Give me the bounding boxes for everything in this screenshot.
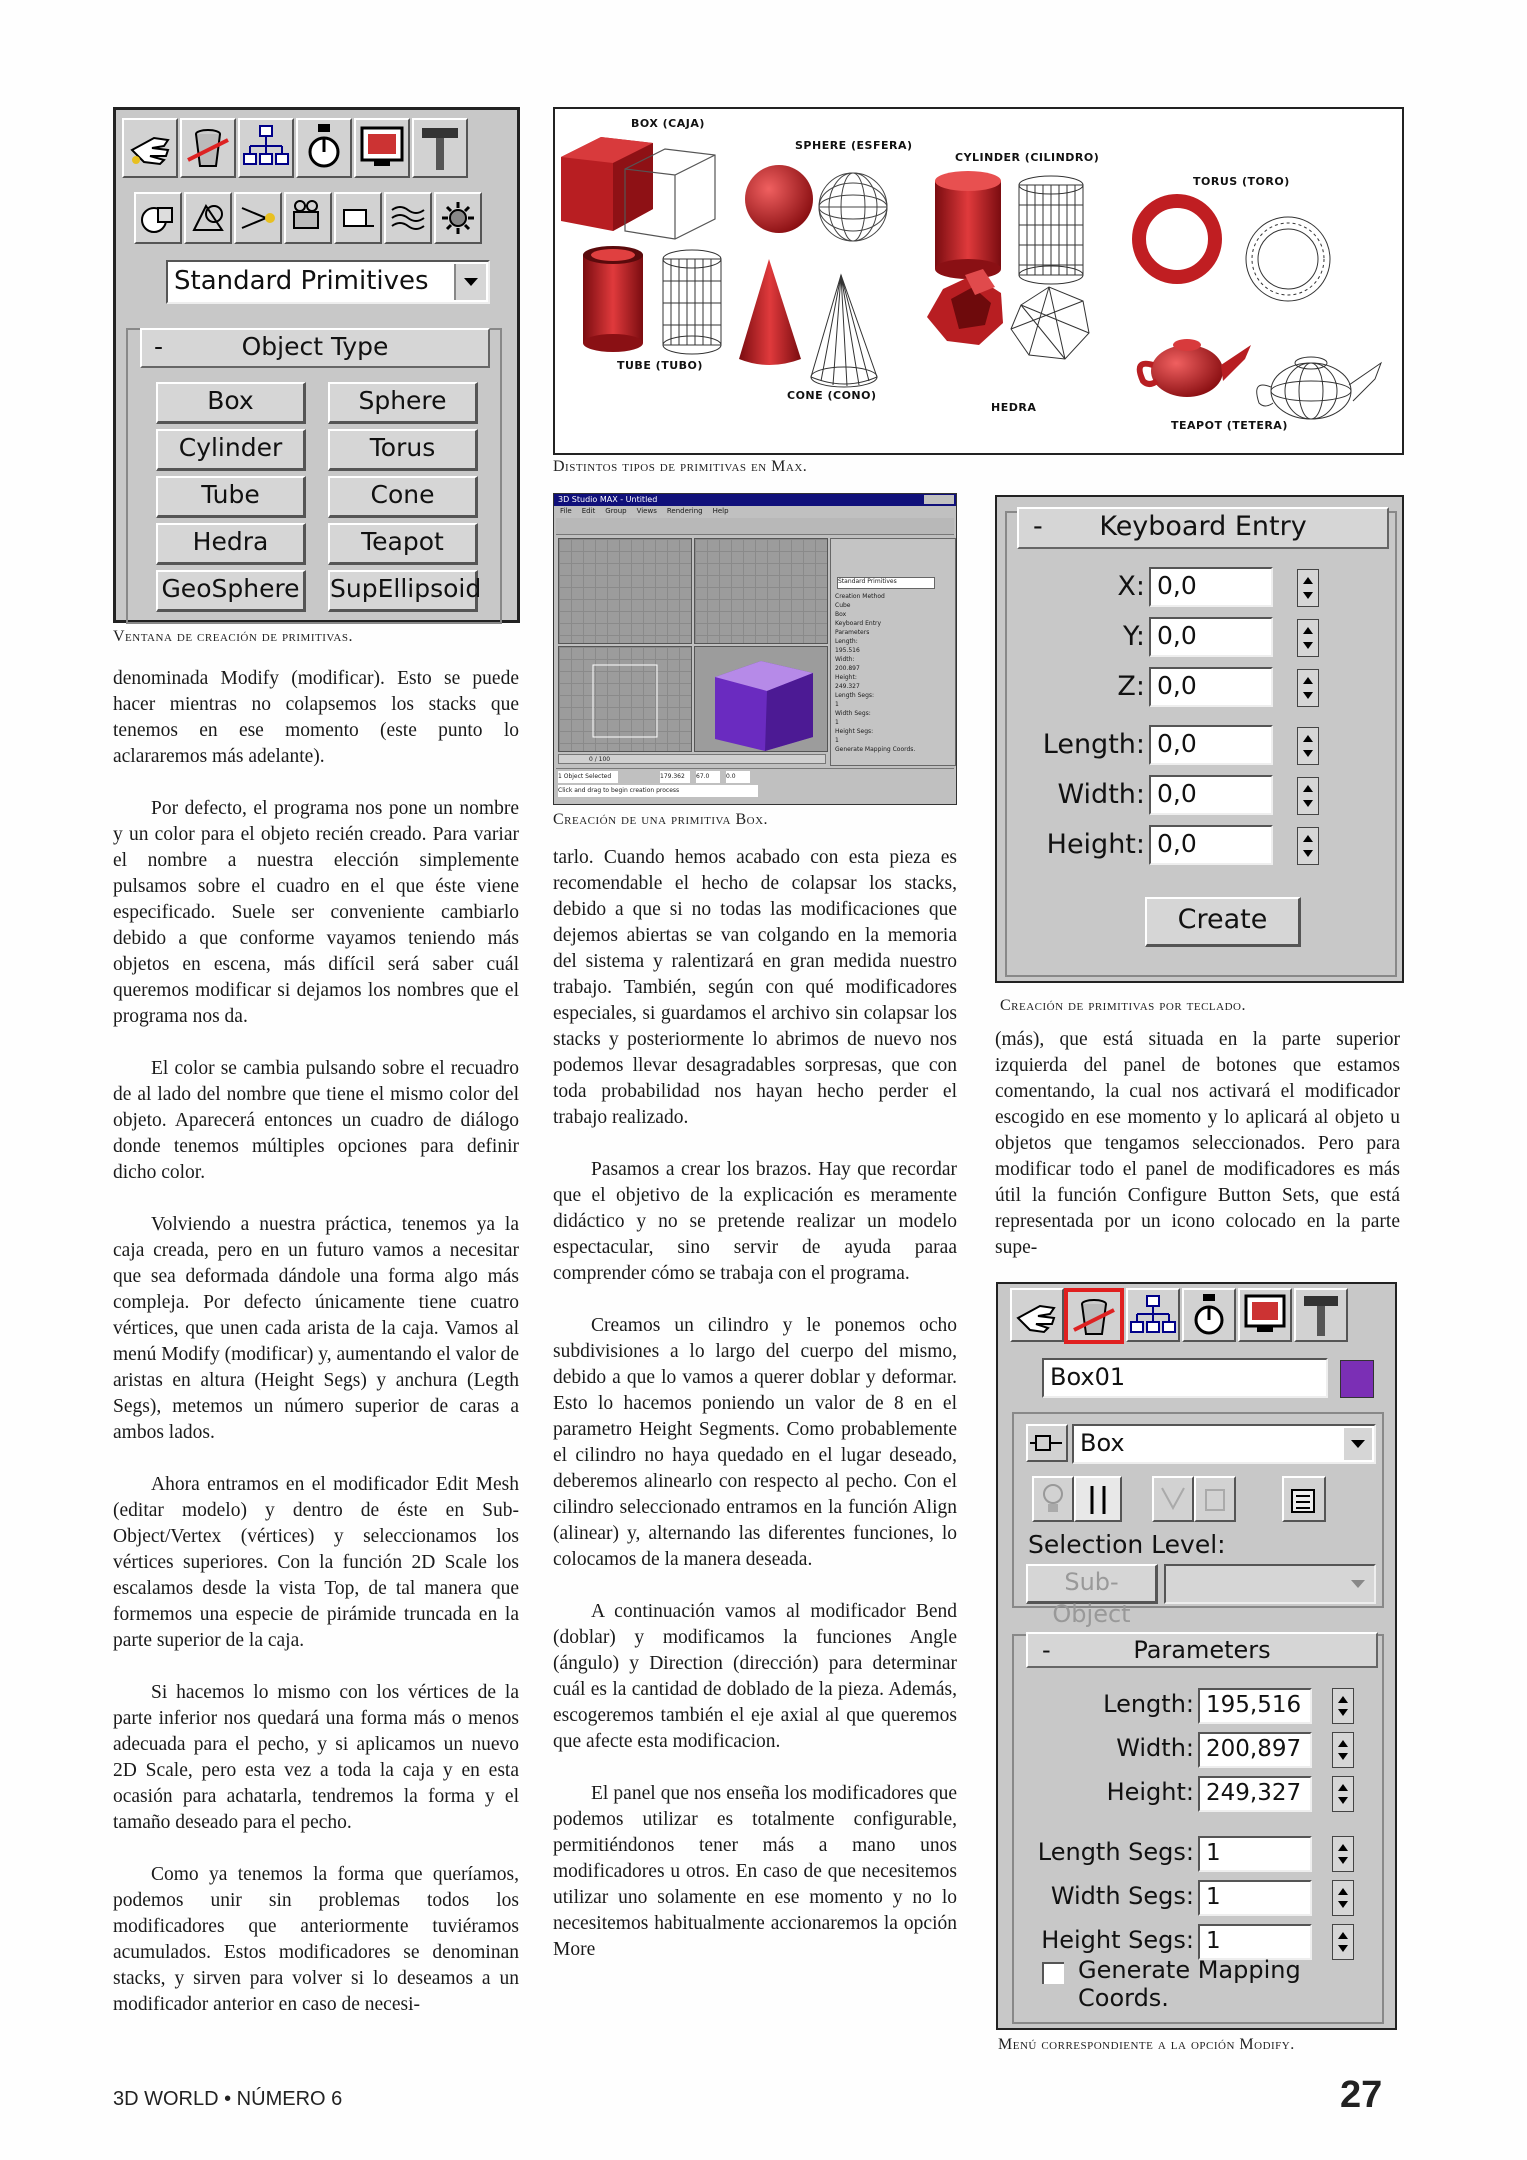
show-end-result-button[interactable] [1074, 1476, 1122, 1522]
viewport-top[interactable] [558, 538, 692, 644]
max-panel-row: Cube [835, 602, 851, 609]
time-slider[interactable] [558, 754, 826, 764]
max-menu-group[interactable]: Group [605, 507, 627, 515]
primitive-button-hedra[interactable] [156, 523, 306, 565]
tube-wire-icon [663, 250, 721, 354]
param-spinner-1[interactable] [1332, 1732, 1354, 1768]
hierarchy-icon [240, 120, 292, 176]
article-column-2 [553, 845, 957, 1989]
param-value: 1 [1206, 1928, 1221, 1954]
kb-label-3: Length: [1042, 729, 1145, 760]
hedra-wire-icon [1011, 287, 1089, 359]
kb-spinner-4[interactable] [1297, 777, 1319, 815]
param-input-2[interactable] [1198, 1776, 1312, 1812]
col1-paragraph: Si hacemos lo mismo con los vértices de la parte inferior nos quedará una forma más o menos adecuada para el pecho, y si aplicamos un nuevo 2D Scale, pero esta vez a toda la caja y en esta ocasión para achatarla, tendremos la forma y el tamaño deseado para el pecho. [113, 1682, 519, 1833]
col1-paragraph: El color se cambia pulsando sobre el recuadro de al lado del nombre que tiene el mismo color del objeto. Aparecerá entonces un cuadro de diálogo donde tenemos múltiples opciones para definir dicho color. [113, 1058, 519, 1183]
param-spinner-3[interactable] [1332, 1836, 1354, 1872]
max-title: 3D Studio MAX - Untitled [558, 495, 658, 504]
coord-y: 67.0 [696, 771, 720, 783]
kb-label-4: Width: [1057, 779, 1145, 810]
create-hand-icon [124, 120, 176, 176]
max-panel-row: Height Segs: [835, 728, 874, 735]
kb-label-2: Z: [1117, 671, 1145, 702]
creation-window [113, 107, 520, 623]
kb-value: 0,0 [1157, 621, 1197, 650]
creation-window-caption: Ventana de creación de primitivas. [113, 628, 353, 645]
max-panel-row: Parameters [835, 629, 870, 636]
label-box: BOX (CAJA) [631, 117, 705, 130]
primitive-button-geosphere[interactable] [156, 570, 306, 612]
hammer-icon [1296, 1290, 1346, 1340]
max-panel-row: 1 [835, 701, 839, 708]
parameters-title: Parameters [1133, 1636, 1271, 1664]
max-command-panel [830, 538, 956, 766]
kb-spinner-0[interactable] [1297, 569, 1319, 607]
viewport-perspective[interactable] [694, 646, 828, 752]
param-input-3[interactable] [1198, 1836, 1312, 1872]
lights-button[interactable] [234, 192, 282, 244]
motion-icon [1184, 1290, 1234, 1340]
utility-tab[interactable] [412, 118, 468, 178]
keyboard-entry-rollout[interactable] [1017, 507, 1389, 549]
max-titlebar [554, 494, 956, 506]
cone-solid-icon [739, 259, 801, 365]
modify-utility-tab[interactable] [1294, 1288, 1348, 1342]
make-unique-icon [1154, 1478, 1192, 1520]
edit-stack-icon [1284, 1478, 1324, 1520]
max-menu-rendering[interactable]: Rendering [666, 507, 703, 515]
sphere-wire-icon [819, 173, 887, 241]
max-menu-edit[interactable]: Edit [581, 507, 596, 515]
kb-value: 0,0 [1157, 779, 1197, 808]
lightbulb-icon [1034, 1478, 1072, 1520]
param-spinner-4[interactable] [1332, 1880, 1354, 1916]
selection-level-label: Selection Level: [1028, 1530, 1226, 1559]
max-screenshot [553, 493, 957, 805]
param-input-0[interactable] [1198, 1688, 1312, 1724]
max-menu-file[interactable]: File [560, 507, 572, 515]
frame-counter: 0 / 100 [589, 756, 611, 763]
col1-continuation: denominada Modify (modificar). Esto se puede hacer mientras no colapsemos los stacks que tenemos en ese momento (este punto lo aclararemos más adelante). [113, 668, 519, 767]
pin-icon [1028, 1426, 1066, 1460]
modify-create-tab[interactable] [1010, 1288, 1064, 1342]
col2-paragraph: A continuación vamos al modificador Bend (doblar) y modificamos la funciones Angle (ángulo) y Direction (dirección) para determinar cuál es la cantidad de doblado de la pieza. Además, escogeremos también el eje axial al que queremos que afecte esta modificacion. [553, 1601, 957, 1752]
geometry-button[interactable] [134, 192, 182, 244]
primitives-dropdown[interactable] [166, 260, 490, 304]
max-panel-row: Length: [835, 638, 858, 645]
primitives-figure [553, 107, 1404, 455]
status-bar [556, 768, 954, 803]
cylinder-solid-icon [935, 171, 1001, 279]
primitive-button-teapot[interactable] [328, 523, 478, 565]
mapping-checkbox[interactable] [1042, 1962, 1064, 1984]
primitive-button-label: Box [207, 386, 254, 415]
status-selected: 1 Object Selected [558, 771, 618, 783]
dropdown-arrow-icon [1344, 1568, 1372, 1600]
panel-dropdown[interactable]: Standard Primitives [837, 577, 935, 589]
viewport-left[interactable] [558, 646, 692, 752]
object-name: Box01 [1050, 1363, 1126, 1391]
kb-input-0[interactable] [1149, 567, 1273, 607]
modify-tab[interactable] [180, 118, 236, 178]
param-spinner-5[interactable] [1332, 1924, 1354, 1960]
article-column-3 [995, 1027, 1400, 1287]
status-prompt: Click and drag to begin creation process [558, 785, 758, 797]
max-panel-row: Length Segs: [835, 692, 875, 699]
kb-spinner-2[interactable] [1297, 669, 1319, 707]
camera-icon [286, 194, 330, 242]
end-result-icon [1076, 1478, 1120, 1520]
col1-paragraph: Por defecto, el programa nos pone un nombre y un color para el objeto recién creado. Para variar el nombre a nuestra elección simplemente pulsamos sobre el cuadro en el que éste viene especificado. Suele ser conveniente cambiarlo debido a que conforme vayamos teniendo más objetos en escena, más difícil será saber cuál queremos modificar si dejamos los nombres que el programa nos da. [113, 798, 519, 1027]
max-panel-row: Width Segs: [835, 710, 871, 717]
pin-stack-button[interactable] [1026, 1424, 1068, 1462]
teapot-wire-icon [1257, 357, 1381, 419]
primitive-button-label: SupEllipsoid [330, 574, 482, 603]
cylinder-wire-icon [1019, 176, 1083, 284]
parameters-rollout[interactable] [1026, 1632, 1378, 1668]
motion-tab[interactable] [296, 118, 352, 178]
param-input-1[interactable] [1198, 1732, 1312, 1768]
helpers-icon [336, 194, 380, 242]
max-panel-row: 200.897 [835, 665, 860, 672]
param-spinner-0[interactable] [1332, 1688, 1354, 1724]
remove-modifier-icon [1196, 1478, 1234, 1520]
display-icon [356, 120, 408, 176]
primitive-button-cone[interactable] [328, 476, 478, 518]
col2-paragraph: Pasamos a crear los brazos. Hay que recordar que el objetivo de la explicación es meramente didáctico y no se pretende realizar un modelo espectacular, sino servir de ayuda paraa comprender cómo se trabaja con el programa. [553, 1159, 957, 1284]
rollout-minus: - [154, 332, 164, 361]
label-hedra: HEDRA [991, 401, 1037, 414]
label-sphere: SPHERE (ESFERA) [795, 139, 913, 152]
dropdown-arrow-icon [1344, 1428, 1372, 1460]
param-spinner-2[interactable] [1332, 1776, 1354, 1812]
magazine-footer: 3D WORLD • NÚMERO 6 [113, 2088, 343, 2110]
modify-display-tab[interactable] [1238, 1288, 1292, 1342]
max-panel-row: Width: [835, 656, 855, 663]
shapes-icon [186, 194, 230, 242]
spacewarp-icon [386, 194, 430, 242]
sub-object-label: Sub-Object [1052, 1568, 1131, 1628]
max-panel-row: Creation Method [835, 593, 885, 600]
primitive-button-label: Hedra [192, 527, 269, 556]
keyboard-entry-minus: - [1033, 511, 1043, 542]
col1-paragraph: Ahora entramos en el modificador Edit Mesh (editar modelo) y dentro de éste en Sub-Object/Vertex (vértices) y seleccionamos los vértices superiores. Con la función 2D Scale los escalamos desde la vista Top, de tal manera que formemos una especie de pirámide truncada en la parte superior de la caja. [113, 1474, 519, 1651]
primitives-dropdown-value: Standard Primitives [174, 266, 429, 296]
kb-value: 0,0 [1157, 729, 1197, 758]
helpers-button[interactable] [334, 192, 382, 244]
article-column-1 [113, 666, 519, 2044]
object-name-field[interactable] [1042, 1358, 1328, 1398]
keyboard-entry-panel [995, 495, 1404, 983]
param-value: 249,327 [1206, 1780, 1302, 1806]
primitive-button-torus[interactable] [328, 429, 478, 471]
param-value: 1 [1206, 1884, 1221, 1910]
purple-box-icon [695, 647, 827, 751]
torus-wire-icon [1246, 217, 1330, 301]
coord-z: 0.0 [726, 771, 750, 783]
max-toolbar [556, 518, 954, 535]
label-cone: CONE (CONO) [787, 389, 877, 402]
display-icon [1240, 1290, 1290, 1340]
modify-icon [1068, 1292, 1120, 1340]
object-color-swatch[interactable] [1340, 1360, 1374, 1398]
col2-paragraph: Creamos un cilindro y le ponemos ocho subdivisiones a lo largo del cuerpo del mismo, debido a que lo vamos a querer doblar y deformar. Esto lo hacemos poniendo un valor de 8 en el parametro Height Segments. Como probablemente el cilindro no haya quedado en el lugar deseado, deberemos alinearlo con respecto al pecho. Con el cilindro seleccionado entramos en la función Align (alinear) y, alternando las diferentes funciones, lo colocamos de la manera deseada. [553, 1315, 957, 1570]
active-inactive-button[interactable] [1032, 1476, 1074, 1522]
create-button[interactable] [1145, 897, 1301, 947]
kb-label-5: Height: [1046, 829, 1145, 860]
max-panel-row: Generate Mapping Coords. [835, 746, 916, 753]
modify-icon [182, 120, 234, 176]
kb-input-2[interactable] [1149, 667, 1273, 707]
keyboard-entry-caption: Creación de primitivas por teclado. [1000, 997, 1246, 1014]
teapot-solid-icon [1140, 339, 1251, 397]
kb-label-1: Y: [1122, 621, 1145, 652]
max-panel-row: Box [835, 611, 847, 618]
primitive-button-sphere[interactable] [328, 382, 478, 424]
sub-object-button[interactable] [1026, 1564, 1158, 1628]
cone-wire-icon [811, 275, 877, 387]
systems-icon [436, 194, 480, 242]
motion-icon [298, 120, 350, 176]
object-type-rollout[interactable] [140, 328, 490, 368]
box-solid-icon [561, 137, 653, 231]
kb-value: 0,0 [1157, 829, 1197, 858]
kb-value: 0,0 [1157, 671, 1197, 700]
cameras-button[interactable] [284, 192, 332, 244]
torus-solid-icon [1139, 201, 1215, 277]
param-label-2: Height: [1106, 1778, 1194, 1806]
max-menubar [554, 506, 956, 516]
param-label-5: Height Segs: [1041, 1926, 1194, 1954]
primitive-button-box[interactable] [156, 382, 306, 424]
create-tab[interactable] [122, 118, 178, 178]
modifier-name: Box [1080, 1429, 1125, 1457]
primitive-button-label: Torus [369, 433, 436, 462]
modify-panel [996, 1282, 1397, 2030]
max-panel-row: Keyboard Entry [835, 620, 882, 627]
create-hand-icon [1012, 1290, 1062, 1340]
remove-modifier-button[interactable] [1194, 1476, 1236, 1522]
max-panel-row: 195.516 [835, 647, 860, 654]
max-caption: Creación de una primitiva Box. [553, 811, 769, 828]
param-label-4: Width Segs: [1050, 1882, 1194, 1910]
kb-input-4[interactable] [1149, 775, 1273, 815]
max-panel-row: Height: [835, 674, 857, 681]
primitive-button-label: Cone [370, 480, 435, 509]
primitive-button-cylinder[interactable] [156, 429, 306, 471]
kb-spinner-1[interactable] [1297, 619, 1319, 657]
hammer-icon [414, 120, 466, 176]
modify-motion-tab[interactable] [1182, 1288, 1236, 1342]
primitive-button-label: Sphere [358, 386, 447, 415]
primitives-caption: Distintos tipos de primitivas en Max. [553, 458, 808, 475]
max-panel-row: 1 [835, 737, 839, 744]
param-value: 195,516 [1206, 1692, 1302, 1718]
mapping-label: Generate Mapping Coords. [1078, 1956, 1301, 2012]
param-label-1: Width: [1116, 1734, 1194, 1762]
dropdown-arrow-icon [454, 264, 486, 300]
primitive-button-supellipsoid[interactable] [328, 570, 482, 612]
kb-spinner-3[interactable] [1297, 727, 1319, 765]
modify-caption: Menú correspondiente a la opción Modify. [998, 2036, 1295, 2053]
primitive-button-label: Teapot [361, 527, 444, 556]
object-type-title: Object Type [241, 332, 389, 361]
param-value: 1 [1206, 1840, 1221, 1866]
kb-value: 0,0 [1157, 571, 1197, 600]
viewport-front[interactable] [694, 538, 828, 644]
col3-continuation: (más), que está situada en la parte superior izquierda del panel de botones que estamos comentando, la cual nos activará el modificador escogido en ese momento y lo aplicará al objeto u objetos que tengamos seleccionados. Pero para modificar todo el panel de modificadores es más útil la función Configure Button Sets, que está representada por un icono colocado en la parte supe- [995, 1029, 1400, 1258]
geometry-icon [136, 194, 180, 242]
param-label-3: Length Segs: [1037, 1838, 1194, 1866]
max-menu-views[interactable]: Views [636, 507, 657, 515]
max-window-controls[interactable] [924, 495, 954, 504]
sphere-solid-icon [745, 165, 813, 233]
primitive-button-tube[interactable] [156, 476, 306, 518]
param-value: 200,897 [1206, 1736, 1302, 1762]
hedra-solid-icon [927, 269, 1003, 345]
page-number: 27 [1340, 2074, 1383, 2116]
kb-input-5[interactable] [1149, 825, 1273, 865]
col2-continuation: tarlo. Cuando hemos acabado con esta pieza es recomendable el hecho de colapsar los stacks, debido a que si no todas las modificaciones que dejemos abiertas se van colgando en la memoria del sistema y ralentizará en gran medida nuestro trabajo. También, según con qué modificadores especiales, si guardamos el archivo sin colapsar los stacks y posteriormente lo abrimos de nuevo nos podemos llevar desagradables sorpresas, que con toda probabilidad nos hayan hecho perder el trabajo realizado. [553, 847, 957, 1128]
col1-paragraph: Volviendo a nuestra práctica, tenemos ya la caja creada, pero en un futuro vamos a necesitar que sea deformada dándole una forma algo más compleja. Por defecto únicamente tiene cuatro vértices, que unen cada arista de la caja. Vamos al menú Modify (modificar) y, aumentando el valor de aristas en altura (Height Segs) y anchura (Legth Segs), metemos un número superior de caras a ambos lados. [113, 1214, 519, 1443]
modify-hierarchy-tab[interactable] [1126, 1288, 1180, 1342]
make-unique-button[interactable] [1152, 1476, 1194, 1522]
parameters-minus: - [1042, 1636, 1051, 1664]
param-label-0: Length: [1103, 1690, 1194, 1718]
kb-label-0: X: [1117, 571, 1145, 602]
modifier-stack-dropdown[interactable] [1072, 1424, 1376, 1464]
create-label: Create [1177, 904, 1268, 935]
label-teapot: TEAPOT (TETERA) [1171, 419, 1288, 432]
box-wire-preview [559, 647, 691, 751]
label-cylinder: CYLINDER (CILINDRO) [955, 151, 1100, 164]
param-input-4[interactable] [1198, 1880, 1312, 1916]
primitive-button-label: GeoSphere [161, 574, 300, 603]
shapes-button[interactable] [184, 192, 232, 244]
tube-solid-icon [583, 246, 643, 352]
edit-stack-button[interactable] [1282, 1476, 1326, 1522]
col1-paragraph: Como ya tenemos la forma que queríamos, podemos unir sin problemas todos los modificadores que anteriormente tuviéramos acumulados. Estos modificadores se denominan stacks, y sirven para volver si lo deseamos a un modificador anterior en caso de necesi- [113, 1864, 519, 2015]
hierarchy-tab[interactable] [238, 118, 294, 178]
keyboard-entry-title: Keyboard Entry [1099, 511, 1307, 542]
max-menu-help[interactable]: Help [712, 507, 729, 515]
display-tab[interactable] [354, 118, 410, 178]
primitive-button-label: Tube [201, 480, 260, 509]
sub-object-dropdown[interactable] [1164, 1564, 1376, 1604]
spacewarps-button[interactable] [384, 192, 432, 244]
col2-paragraph: El panel que nos enseña los modificadores que podemos utilizar es totalmente configurable, permitiéndonos tener más a mano unos modificadores u otros. En caso de que necesitemos utilizar uno solamente en ese momento y no lo necesitemos habitualmente accionaremos la opción More [553, 1783, 957, 1960]
kb-spinner-5[interactable] [1297, 827, 1319, 865]
max-panel-row: 1 [835, 719, 839, 726]
primitive-button-label: Cylinder [178, 433, 283, 462]
kb-input-3[interactable] [1149, 725, 1273, 765]
coord-x: 179.362 [660, 771, 690, 783]
kb-input-1[interactable] [1149, 617, 1273, 657]
max-panel-row: 249.327 [835, 683, 860, 690]
label-tube: TUBE (TUBO) [617, 359, 703, 372]
lights-icon [236, 194, 280, 242]
systems-button[interactable] [434, 192, 482, 244]
hierarchy-icon [1128, 1290, 1178, 1340]
modify-tab-active[interactable] [1064, 1288, 1124, 1344]
label-torus: TORUS (TORO) [1193, 175, 1290, 188]
param-input-5[interactable] [1198, 1924, 1312, 1960]
